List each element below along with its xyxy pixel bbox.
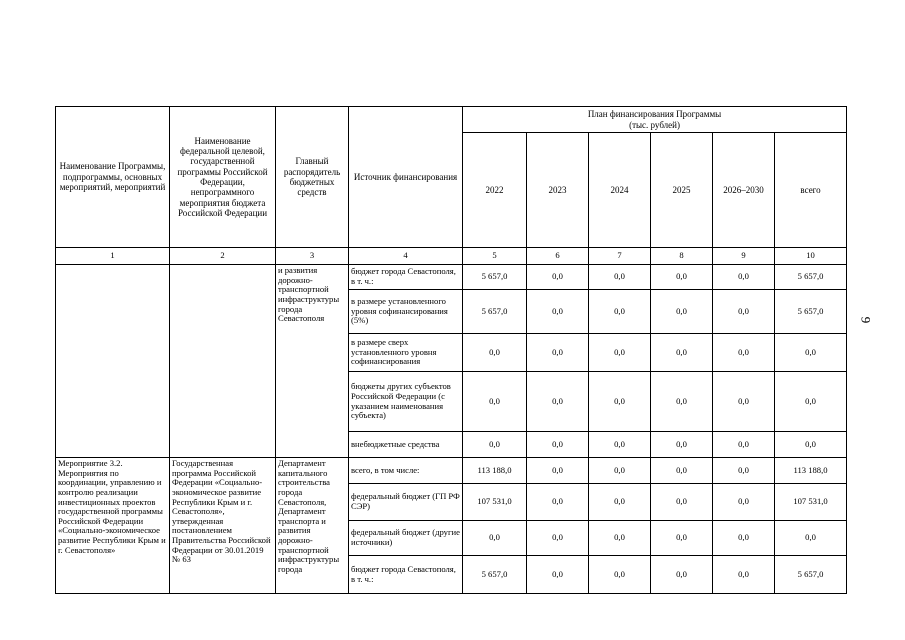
table-row	[56, 458, 847, 484]
value-cell: 0,0	[463, 334, 527, 372]
funding-source-cell: бюджеты других субъектов Российской Федерации (с указанием наименования субъекта)	[349, 372, 463, 432]
value-cell: 0,0	[713, 290, 775, 334]
value-cell: 0,0	[589, 484, 651, 521]
activity-3-2-name: Мероприятие 3.2. Мероприятия по координации, управлению и контролю реализации инвестиционных проектов государственной программы Российской Федерации «Социально-экономическое развитие Республики Крым и г. Севастополя»	[56, 458, 170, 594]
index-cell: 4	[349, 248, 463, 265]
value-cell: 0,0	[651, 265, 713, 290]
value-cell: 0,0	[463, 521, 527, 556]
header-year-2022: 2022	[463, 133, 527, 248]
funding-source-cell: бюджет города Севастополя, в т. ч.:	[349, 265, 463, 290]
value-cell: 0,0	[713, 556, 775, 594]
index-cell: 6	[527, 248, 589, 265]
index-cell: 8	[651, 248, 713, 265]
index-cell: 3	[276, 248, 349, 265]
funding-source-cell: в размере установленного уровня софинансирования (5%)	[349, 290, 463, 334]
header-year-2024: 2024	[589, 133, 651, 248]
activity-3-2-budget-manager: Департамент капитального строительства города Севастополя, Департамент транспорта и развития дорожно-транспортной инфраструктуры города	[276, 458, 349, 594]
value-cell: 0,0	[713, 521, 775, 556]
header-budget-manager: Главный распорядитель бюджетных средств	[276, 107, 349, 248]
header-federal-program: Наименование федеральной целевой, государственной программы Российской Федерации, непрограммного мероприятия бюджета Российской Федерации	[170, 107, 276, 248]
value-cell: 107 531,0	[463, 484, 527, 521]
header-year-2025: 2025	[651, 133, 713, 248]
value-cell: 0,0	[527, 265, 589, 290]
value-cell: 0,0	[463, 372, 527, 432]
funding-source-cell: федеральный бюджет (ГП РФ СЭР)	[349, 484, 463, 521]
value-cell: 0,0	[713, 458, 775, 484]
index-cell: 1	[56, 248, 170, 265]
value-cell: 0,0	[589, 556, 651, 594]
value-cell: 5 657,0	[775, 556, 847, 594]
value-cell: 0,0	[713, 372, 775, 432]
value-cell: 0,0	[651, 432, 713, 458]
value-cell: 113 188,0	[463, 458, 527, 484]
index-row	[56, 248, 847, 265]
value-cell: 0,0	[713, 484, 775, 521]
funding-source-cell: федеральный бюджет (другие источники)	[349, 521, 463, 556]
table-row	[56, 265, 847, 290]
funding-source-cell: внебюджетные средства	[349, 432, 463, 458]
value-cell: 0,0	[589, 265, 651, 290]
index-cell: 7	[589, 248, 651, 265]
value-cell: 107 531,0	[775, 484, 847, 521]
plan-title: План финансирования Программы	[587, 109, 722, 120]
value-cell: 0,0	[775, 372, 847, 432]
header-year-2026-2030: 2026–2030	[713, 133, 775, 248]
value-cell: 0,0	[589, 290, 651, 334]
page-number: 9	[858, 316, 874, 324]
index-cell: 10	[775, 248, 847, 265]
financing-table	[55, 106, 847, 594]
value-cell: 0,0	[527, 458, 589, 484]
header-funding-source: Источник финансирования	[349, 107, 463, 248]
block1-budget-manager: и развития дорожно-транспортной инфраструктуры города Севастополя	[276, 265, 349, 458]
index-cell: 9	[713, 248, 775, 265]
value-cell: 0,0	[713, 334, 775, 372]
value-cell: 0,0	[527, 484, 589, 521]
value-cell: 0,0	[589, 521, 651, 556]
value-cell: 0,0	[651, 290, 713, 334]
value-cell: 5 657,0	[463, 265, 527, 290]
value-cell: 0,0	[589, 432, 651, 458]
value-cell: 0,0	[651, 334, 713, 372]
value-cell: 0,0	[527, 372, 589, 432]
activity-3-2-program: Государственная программа Российской Федерации «Социально-экономическое развитие Республики Крым и г. Севастополя», утвержденная постановлением Правительства Российской Федерации от 30.01.2019 № 63	[170, 458, 276, 594]
value-cell: 0,0	[527, 334, 589, 372]
block1-col1-empty	[56, 265, 170, 458]
value-cell: 5 657,0	[463, 290, 527, 334]
value-cell: 0,0	[651, 372, 713, 432]
value-cell: 0,0	[713, 265, 775, 290]
value-cell: 0,0	[463, 432, 527, 458]
value-cell: 0,0	[775, 432, 847, 458]
header-year-2023: 2023	[527, 133, 589, 248]
value-cell: 0,0	[589, 458, 651, 484]
index-cell: 5	[463, 248, 527, 265]
value-cell: 0,0	[527, 521, 589, 556]
plan-units: (тыс. рублей)	[629, 119, 680, 130]
header-total: всего	[775, 133, 847, 248]
value-cell: 113 188,0	[775, 458, 847, 484]
value-cell: 0,0	[775, 521, 847, 556]
value-cell: 0,0	[775, 334, 847, 372]
funding-source-cell: всего, в том числе:	[349, 458, 463, 484]
value-cell: 0,0	[527, 432, 589, 458]
funding-source-cell: бюджет города Севастополя, в т. ч.:	[349, 556, 463, 594]
value-cell: 0,0	[527, 290, 589, 334]
funding-source-cell: в размере сверх установленного уровня софинансирования	[349, 334, 463, 372]
value-cell: 0,0	[651, 484, 713, 521]
index-cell: 2	[170, 248, 276, 265]
header-program-name: Наименование Программы, подпрограммы, основных мероприятий, мероприятий	[56, 107, 170, 248]
value-cell: 0,0	[651, 521, 713, 556]
value-cell: 0,0	[589, 372, 651, 432]
value-cell: 0,0	[651, 556, 713, 594]
value-cell: 5 657,0	[463, 556, 527, 594]
value-cell: 0,0	[527, 556, 589, 594]
value-cell: 0,0	[589, 334, 651, 372]
header-financing-plan	[463, 107, 847, 133]
value-cell: 0,0	[713, 432, 775, 458]
value-cell: 0,0	[651, 458, 713, 484]
value-cell: 5 657,0	[775, 265, 847, 290]
block1-col2-empty	[170, 265, 276, 458]
value-cell: 5 657,0	[775, 290, 847, 334]
